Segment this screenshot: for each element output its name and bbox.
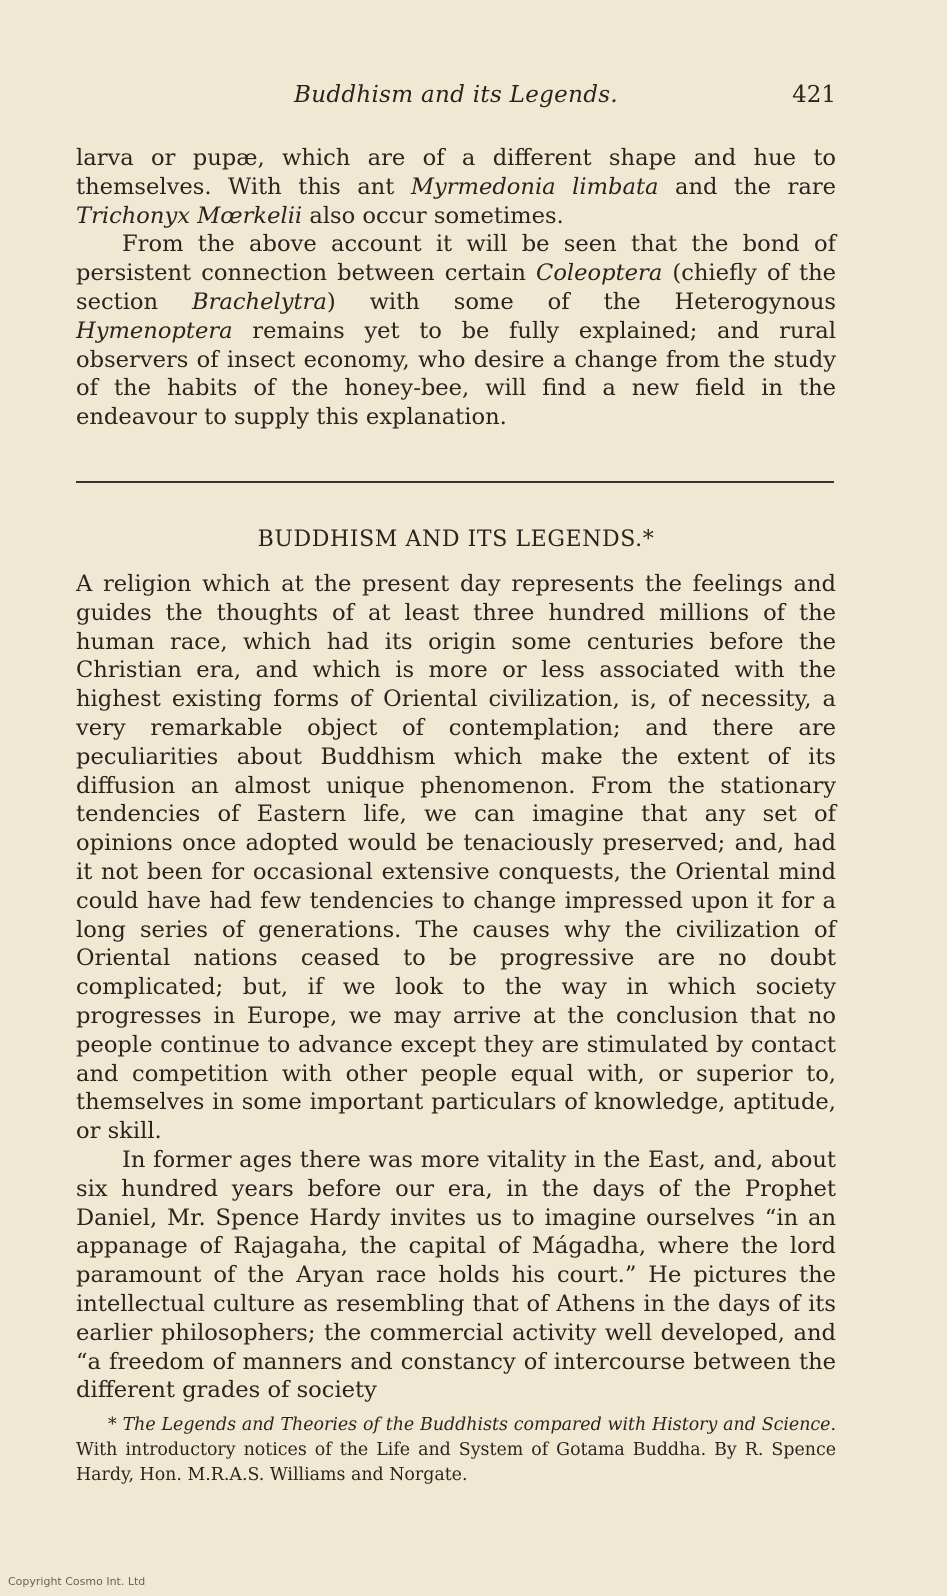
page-number: 421 [792, 82, 836, 108]
section-divider [76, 481, 834, 483]
italic-text: Trichonyx Mœrkelii [76, 202, 303, 229]
text-run: larva or pupæ, which are of a different shape and hue to themselves. With this ant [76, 145, 836, 200]
text-run: From the above account it will be seen that the bond of persistent connection between certain [76, 231, 836, 287]
article-paragraph [76, 1146, 836, 1405]
article-paragraph [76, 570, 836, 1146]
article-body [76, 570, 836, 1405]
text-run: remains yet to be fully explained; and rural observers of insect economy, who desire a change from the study of the habits of the honey-bee, will find a new field in the endeavour to supply this explanation. [76, 317, 836, 431]
footnote-paragraph [76, 1413, 836, 1488]
copyright-watermark: Copyright Cosmo Int. Ltd [8, 1575, 146, 1588]
previous-article-paragraph [76, 230, 836, 432]
text-run: also occur sometimes. [302, 202, 564, 229]
text-run: (chiefly of the section [76, 260, 836, 315]
page-header [76, 82, 836, 116]
italic-text: Coleoptera [536, 260, 663, 287]
previous-article-text [76, 144, 836, 432]
footnote-text-run: With introductory notices of the Life and System of Gotama Buddha. By R. Spence Hardy, Hon. M.R.A.S. Williams and Norgate. [76, 1440, 836, 1485]
italic-text: Brachelytra [192, 288, 327, 315]
article-title: BUDDHISM AND ITS LEGENDS.* [257, 527, 655, 552]
italic-text: Hymenoptera [76, 317, 233, 344]
previous-article-paragraph [76, 144, 836, 230]
italic-text: Myrmedonia limbata [410, 173, 659, 200]
text-run: A religion which at the present day represents the feelings and guides the thoughts of at least three hundred millions of the human race, which had its origin some centuries before the Christian era, and which is more or less associated with the highest existing forms of Oriental civilization, is, of necessity, a very remarkable object of contemplation; and there are peculiarities about Buddhism which make the extent of its diffusion an almost unique phenomenon. From the stationary tendencies of Eastern life, we can imagine that any set of opinions once adopted would be tenaciously preserved; and, had it not been for occasional extensive conquests, the Oriental mind could have had few tendencies to change impressed upon it for a long series of generations. The causes why the civilization of Oriental nations ceased to be progressive are no doubt complicated; but, if we look to the way in which society progresses in Europe, we may arrive at the conclusion that no people continue to advance except they are stimulated by contact and competition with other people equal with, or superior to, themselves in some important particulars of knowledge, aptitude, or skill. [76, 571, 836, 1145]
text-run: ) with some of the Heterogynous [326, 288, 836, 315]
footnote [76, 1413, 836, 1488]
text-run: and the rare [658, 173, 836, 200]
running-title: Buddhism and its Legends. [294, 82, 618, 108]
text-run: In former ages there was more vitality in the East, and, about six hundred years before our era, in the days of the Prophet Daniel, Mr. Spence Hardy invites us to imagine ourselves “in an appanage of Rajagaha, the capital of Mágadha, where the lord paramount of the Aryan race holds his court.” He pictures the intellectual culture as resembling that of Athens in the days of its earlier philosophers; the commercial activity well developed, and “a freedom of manners and constancy of intercourse between the different grades of society [76, 1146, 836, 1404]
footnote-text-run: * [108, 1415, 123, 1435]
footnote-italic-text: The Legends and Theories of the Buddhists compared with History and Science. [122, 1415, 836, 1435]
